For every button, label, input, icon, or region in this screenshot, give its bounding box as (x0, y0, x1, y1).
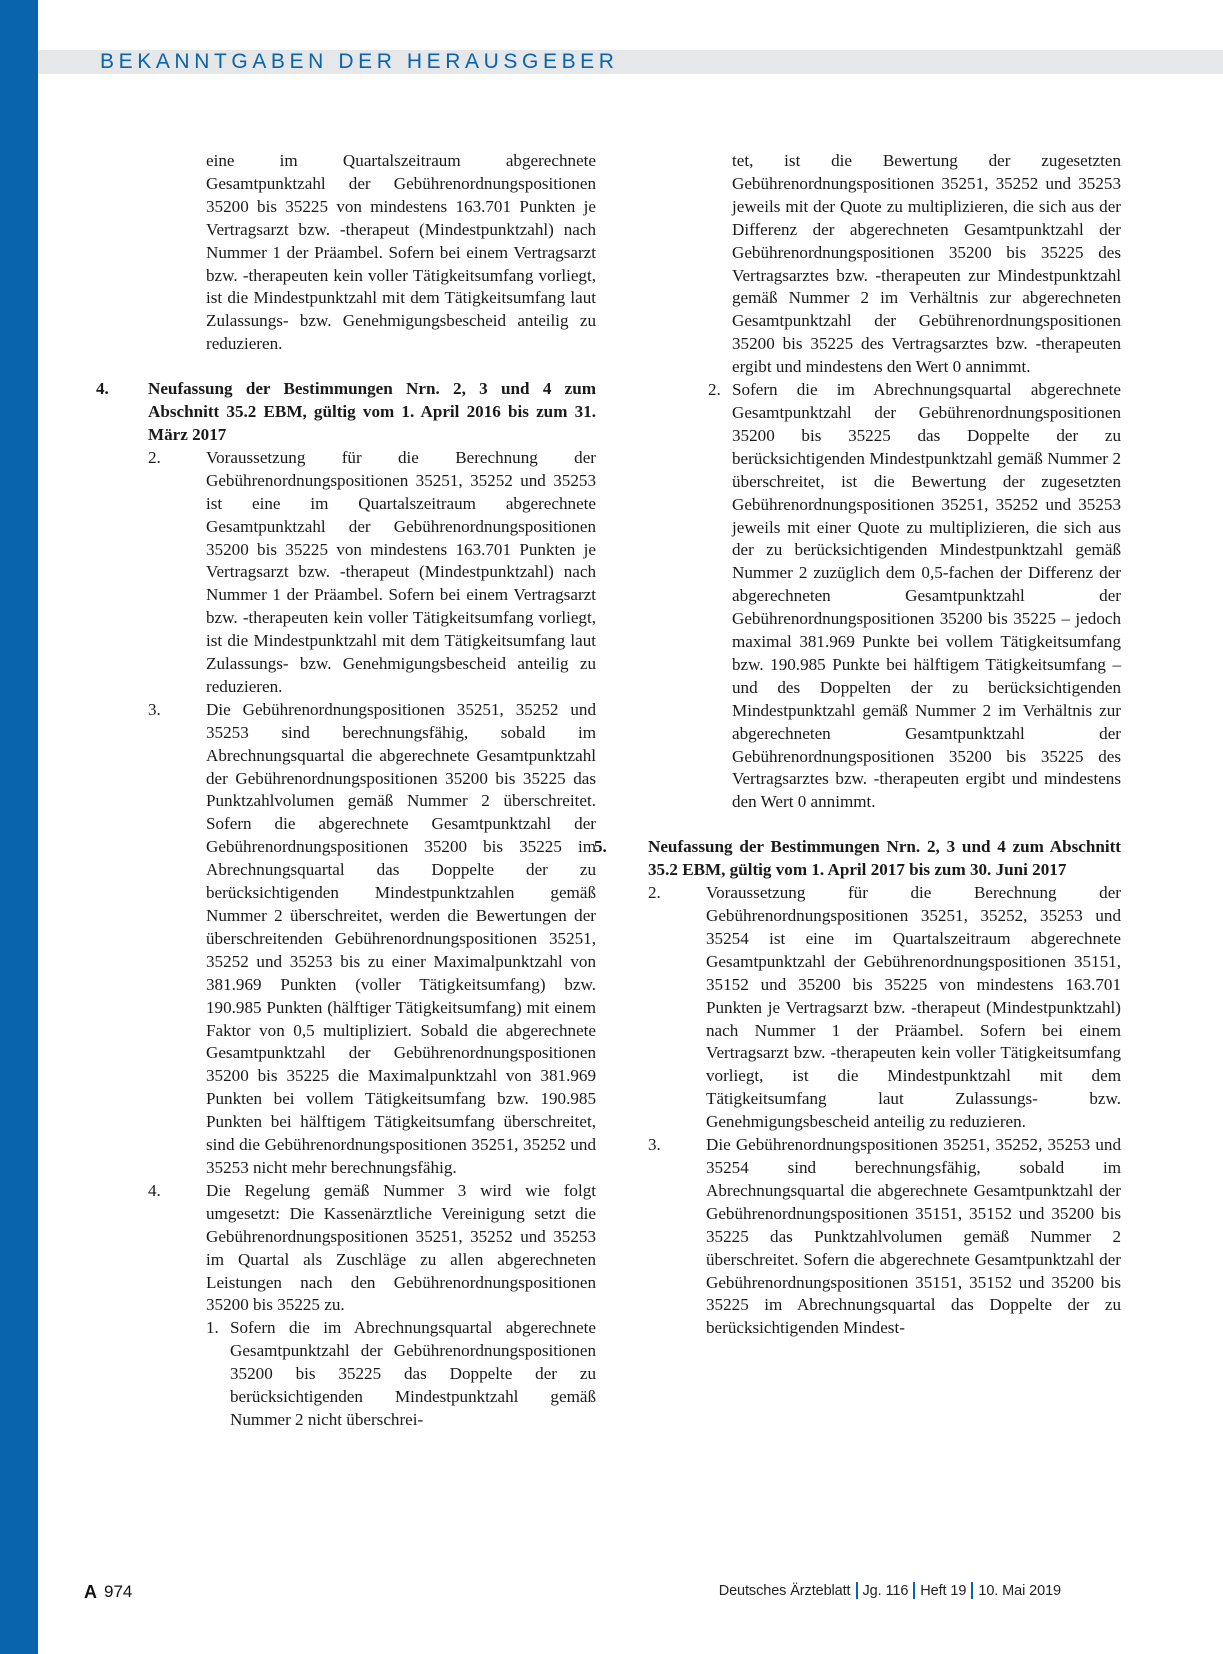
section-4 (96, 378, 596, 447)
list-item (100, 1180, 596, 1317)
journal-volume: Jg. 116 (862, 1582, 909, 1599)
right-column (594, 150, 1121, 1340)
item-text: Die Regelung gemäß Nummer 3 wird wie folgt umgesetzt: Die Kassenärztliche Vereinigung setzt die Gebührenordnungspositionen 35251, 35252 und 35253 im Quartal als Zuschläge zu allen abgerechneten Leistungen nach den Gebührenordnungspositionen 35200 bis 35225 zu. (206, 1180, 596, 1315)
section-heading: Neufassung der Bestimmungen Nrn. 2, 3 und 4 zum Abschnitt 35.2 EBM, gültig vom 1. April 2017 bis zum 30. Juni 2017 (648, 837, 1121, 880)
item-number: 2. (648, 883, 661, 903)
list-item (100, 699, 596, 1180)
journal-issue: Heft 19 (920, 1582, 967, 1599)
journal-citation (719, 1582, 1061, 1599)
item-number: 3. (148, 699, 161, 719)
sub-list-item (100, 1317, 596, 1432)
item-text: Voraussetzung für die Berechnung der Gebührenordnungspositionen 35251, 35252, 35253 und 35254 ist eine im Quartalszeitraum abgerechnete Gesamtpunktzahl der Gebührenordnungspositionen 35151, 35152 und 35200 bis 35225 von mindestens 163.701 Punkten je Vertragsarzt bzw. -therapeut (Mindestpunktzahl) nach Nummer 1 der Präambel. Sofern bei einem Vertragsarzt bzw. -therapeuten kein voller Tätigkeitsumfang vorliegt, ist die Mindestpunktzahl mit dem Tätigkeitsumfang laut Zulassungs- bzw. Genehmigungsbescheid anteilig zu reduzieren. (706, 883, 1121, 1132)
continued-paragraph: eine im Quartalszeitraum abgerechnete Gesamtpunktzahl der Gebührenordnungspositionen 35200 bis 35225 von mindestens 163.701 Punkten je Vertragsarzt bzw. -therapeut (Mindestpunktzahl) nach Nummer 1 der Präambel. Sofern bei einem Vertragsarzt bzw. -therapeuten kein voller Tätigkeitsumfang vorliegt, ist die Mindestpunktzahl mit dem Tätigkeitsumfang laut Zulassungs- bzw. Genehmigungsbescheid anteilig zu reduzieren. (206, 151, 596, 354)
journal-date: 10. Mai 2019 (978, 1582, 1061, 1599)
sub-item-text: Sofern die im Abrechnungsquartal abgerechnete Gesamtpunktzahl der Gebührenordnungspositionen 35200 bis 35225 das Doppelte der zu berücksichtigenden Mindestpunktzahl gemäß Nummer 2 überschreitet, ist die Bewertung der zugesetzten Gebührenordnungspositionen 35251, 35252 und 35253 jeweils mit einer Quote zu multiplizieren, die sich aus der zu berücksichtigenden Mindestpunktzahl gemäß Nummer 2 zuzüglich dem 0,5-fachen der Differenz der abgerechneten Gesamtpunktzahl der Gebührenordnungspositionen 35200 bis 35225 – jedoch maximal 381.969 Punkte bei vollem Tätigkeitsumfang bzw. 190.985 Punkte bei hälftigem Tätigkeitsumfang – und des Doppelten der zu berücksichtigenden Mindestpunktzahl gemäß Nummer 2 im Verhältnis zur abgerechneten Gesamtpunktzahl der Gebührenordnungspositionen 35200 bis 35225 des Vertragsarztes bzw. -therapeuten ergibt und mindestens den Wert 0 annimmt. (732, 380, 1121, 812)
section-heading: Neufassung der Bestimmungen Nrn. 2, 3 und 4 zum Abschnitt 35.2 EBM, gültig vom 1. April 2016 bis zum 31. März 2017 (148, 379, 596, 444)
item-number: 2. (148, 447, 161, 467)
item-text: Die Gebührenordnungspositionen 35251, 35252 und 35253 sind berechnungsfähig, sobald im Abrechnungsquartal die abgerechnete Gesamtpunktzahl der Gebührenordnungspositionen 35200 bis 35225 das Punktzahlvolumen gemäß Nummer 2 überschreitet. Sofern die abgerechnete Gesamtpunktzahl der Gebührenordnungspositionen 35200 bis 35225 im Abrechnungsquartal das Doppelte der zu berücksichtigenden Mindestpunktzahlen gemäß Nummer 2 überschreitet, werden die Bewertungen der überschreitenden Gebührenordnungspositionen 35251, 35252 und 35253 bis zu einer Maximalpunktzahl von 381.969 Punkten (voller Tätigkeitsumfang) bzw. 190.985 Punkten (hälftiger Tätigkeitsumfang) mit einem Faktor von 0,5 multipliziert. Sobald die abgerechnete Gesamtpunktzahl der Gebührenordnungspositionen 35200 bis 35225 die Maximalpunktzahl von 381.969 Punkten bei vollem Tätigkeitsumfang bzw. 190.985 Punkten bei hälftigem Tätigkeitsumfang überschreitet, sind die Gebührenordnungspositionen 35251, 35252 und 35253 nicht mehr berechnungsfähig. (206, 699, 596, 1177)
left-column (96, 150, 596, 1432)
journal-name: Deutsches Ärzteblatt (718, 1582, 851, 1599)
continued-paragraph: tet, ist die Bewertung der zugesetzten Gebührenordnungspositionen 35251, 35252 und 35253 jeweils mit der Quote zu multiplizieren, die sich aus der Differenz der abgerechneten Gesamtpunktzahl der Gebührenordnungspositionen 35200 bis 35225 des Vertragsarztes bzw. -therapeuten zur Mindestpunktzahl gemäß Nummer 2 im Verhältnis zur abgerechneten Gesamtpunktzahl der Gebührenordnungspositionen 35200 bis 35225 des Vertragsarztes bzw. -therapeuten ergibt und mindestens den Wert 0 annimmt. (732, 151, 1121, 377)
page-number: 974 (104, 1582, 133, 1601)
item-number: 3. (648, 1135, 661, 1155)
edge-color-bar (0, 0, 38, 1654)
sub-item-number: 2. (708, 380, 721, 400)
list-item (626, 1134, 1121, 1340)
section-5 (594, 836, 1121, 882)
separator (971, 1582, 973, 1599)
list-item (626, 882, 1121, 1134)
item-text: Voraussetzung für die Berechnung der Gebührenordnungspositionen 35251, 35252 und 35253 ist eine im Quartalszeitraum abgerechnete Gesamtpunktzahl der Gebührenordnungspositionen 35200 bis 35225 von mindestens 163.701 Punkten je Vertragsarzt bzw. -therapeut (Mindestpunktzahl) nach Nummer 1 der Präambel. Sofern bei einem Vertragsarzt bzw. -therapeuten kein voller Tätigkeitsumfang vorliegt, ist die Mindestpunktzahl mit dem Tätigkeitsumfang laut Zulassungs- bzw. Genehmigungsbescheid anteilig zu reduzieren. (206, 447, 596, 696)
section-number: 4. (96, 379, 109, 399)
sub-list-item (626, 379, 1121, 814)
item-number: 4. (148, 1180, 161, 1200)
list-item (100, 447, 596, 699)
separator (913, 1582, 915, 1599)
page-letter: A (84, 1582, 97, 1602)
sub-item-number: 1. (206, 1318, 219, 1338)
item-text: Die Gebührenordnungspositionen 35251, 35252, 35253 und 35254 sind berechnungsfähig, sobald im Abrechnungsquartal die abgerechnete Gesamtpunktzahl der Gebührenordnungspositionen 35151, 35152 und 35200 bis 35225 das Punktzahlvolumen gemäß Nummer 2 überschreitet. Sofern die abgerechnete Gesamtpunktzahl der Gebührenordnungspositionen 35151, 35152 und 35200 bis 35225 im Abrechnungsquartal das Doppelte der zu berücksichtigenden Mindest- (706, 1135, 1121, 1338)
section-header-title: BEKANNTGABEN DER HERAUSGEBER (100, 50, 619, 73)
separator (856, 1582, 858, 1599)
sub-item-text: Sofern die im Abrechnungsquartal abgerechnete Gesamtpunktzahl der Gebührenordnungspositionen 35200 bis 35225 das Doppelte der zu berücksichtigenden Mindestpunktzahl gemäß Nummer 2 nicht überschrei- (230, 1318, 596, 1429)
section-number: 5. (594, 837, 607, 857)
